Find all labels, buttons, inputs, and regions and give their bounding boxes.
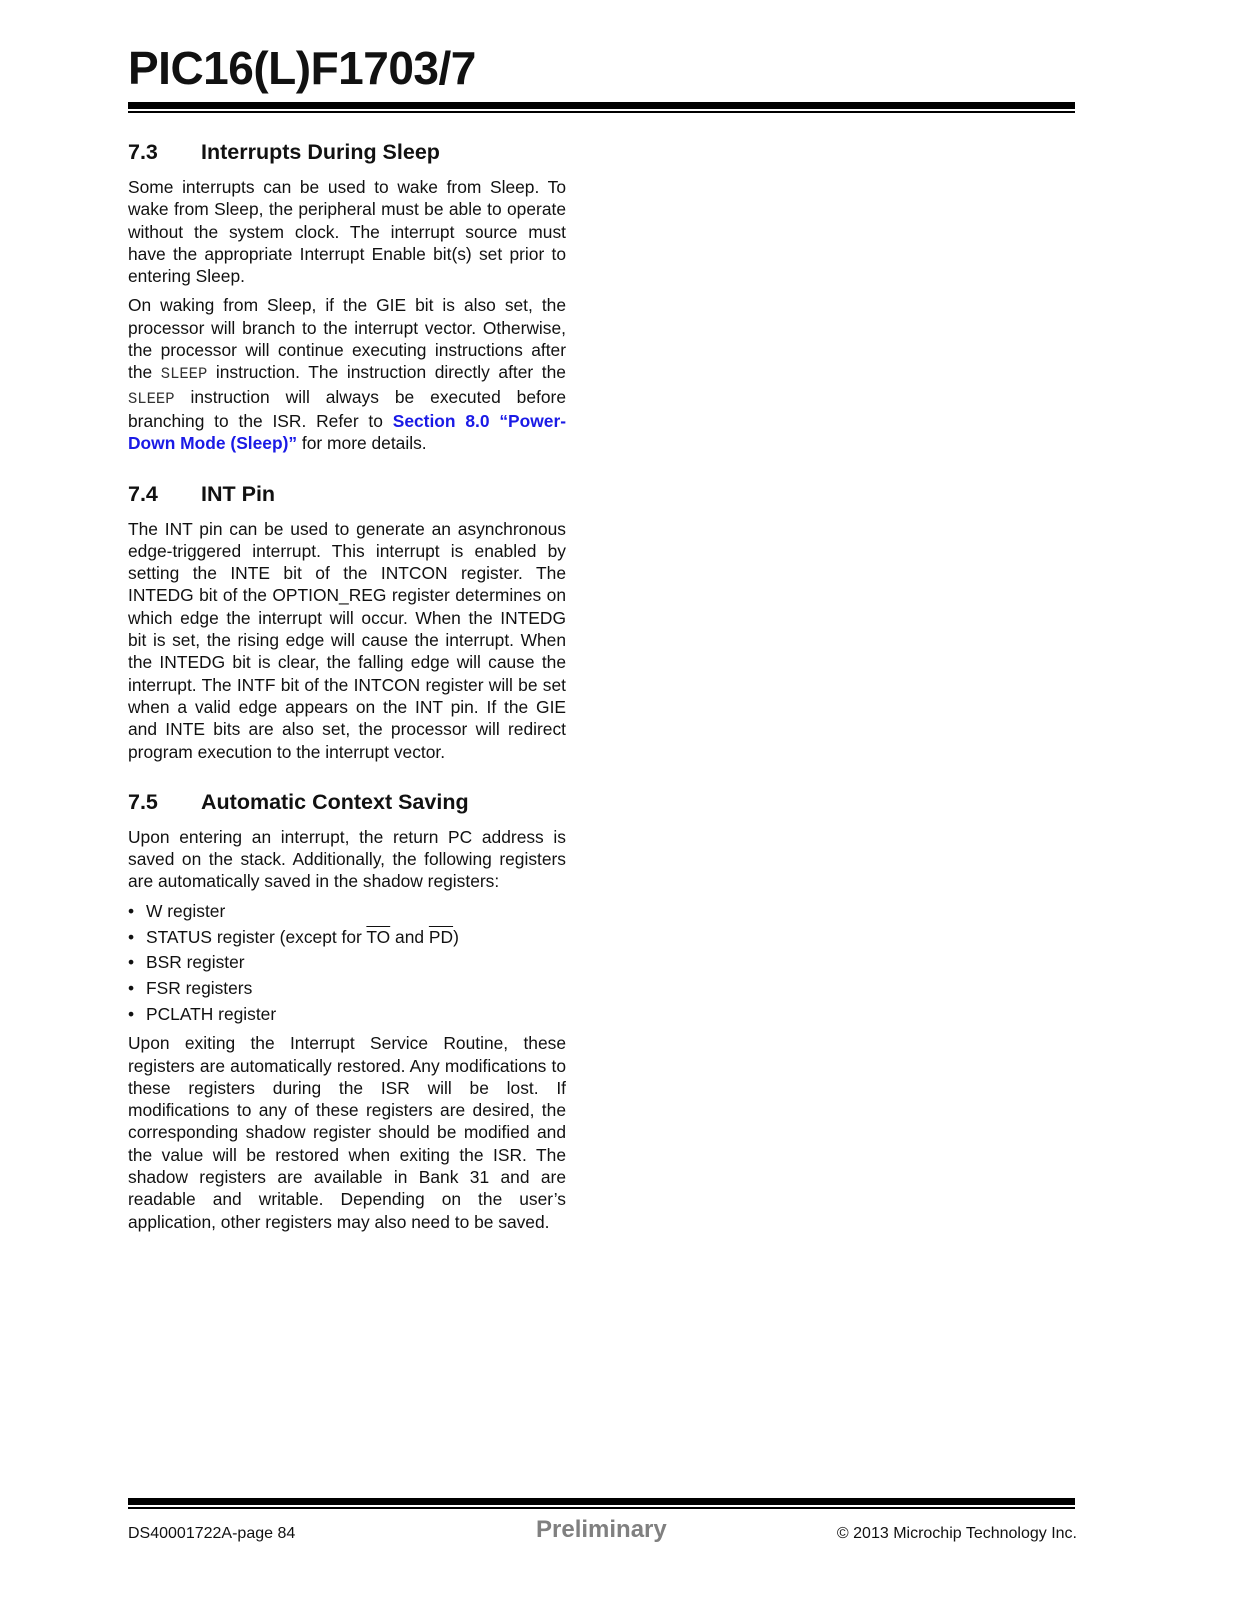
list-item [128, 977, 566, 999]
bullet-icon: • [128, 978, 135, 999]
section-7-3-heading [128, 138, 566, 166]
main-column [128, 138, 566, 1240]
list-item-text: W register [146, 900, 226, 921]
code-sleep: SLEEP [160, 365, 208, 384]
section-7-5-paragraph-2: Upon exiting the Interrupt Service Routine, these registers are automatically restored. Any modifications to these registers during the ISR will be lost. If modifications to any of these registers are desired, the corresponding shadow register should be modified and the value will be restored when exiting the ISR. The shadow registers are available in Bank 31 and are readable and writable. Depending on the user’s application, other registers may also need to be saved. [128, 1033, 566, 1232]
footer-rule-thin [128, 1507, 1075, 1509]
list-item [128, 900, 566, 922]
text-run: and [390, 926, 429, 947]
section-spacer [128, 462, 566, 480]
text-run: for more details. [297, 433, 427, 454]
section-7-4-paragraph-1: The INT pin can be used to generate an asynchronous edge-triggered interrupt. This interrupt is enabled by setting the INTE bit of the INTCON register. The INTEDG bit of the OPTION_REG register determines on which edge the interrupt will occur. When the INTEDG bit is set, the rising edge will cause the interrupt. When the INTEDG bit is clear, the falling edge will cause the interrupt. The INTF bit of the INTCON register will be set when a valid edge appears on the INT pin. If the GIE and INTE bits are also set, the processor will redirect program execution to the interrupt vector. [128, 518, 566, 762]
section-spacer [128, 770, 566, 788]
bullet-icon: • [128, 1003, 135, 1024]
section-title: INT Pin [201, 481, 276, 506]
list-item-text: BSR register [146, 952, 245, 973]
text-run: STATUS register (except for [146, 926, 367, 947]
list-item-text: FSR registers [146, 978, 253, 999]
to-bit: $\overline{TO}$ [366, 926, 391, 947]
list-item-text: PCLATH register [146, 1003, 277, 1024]
list-item [128, 951, 566, 973]
section-7-5-paragraph-1: Upon entering an interrupt, the return PC address is saved on the stack. Additionally, the following registers are automatically saved in the shadow registers: [128, 826, 566, 892]
bullet-icon: • [128, 900, 135, 921]
bullet-icon: • [128, 926, 135, 947]
section-7-3-paragraph-1: Some interrupts can be used to wake from Sleep. To wake from Sleep, the peripheral must be able to operate without the system clock. The interrupt source must have the appropriate Interrupt Enable bit(s) set prior to entering Sleep. [128, 177, 566, 287]
list-item [128, 1003, 566, 1025]
section-7-5-heading [128, 788, 566, 816]
header-rule-thin [128, 111, 1075, 113]
list-item-text [146, 926, 459, 948]
section-7-4-heading [128, 480, 566, 508]
section-8-link[interactable]: Section 8.0 “Power-Down Mode (Sleep)” [128, 410, 567, 454]
bullet-icon: • [128, 952, 135, 973]
section-number: 7.4 [128, 481, 158, 506]
list-item [128, 926, 566, 948]
footer-status: Preliminary [536, 1516, 667, 1543]
section-number: 7.5 [128, 789, 158, 814]
section-title: Automatic Context Saving [201, 789, 469, 814]
footer-doc-number: DS40001722A-page 84 [128, 1525, 296, 1542]
footer-copyright: © 2013 Microchip Technology Inc. [836, 1525, 1077, 1542]
section-title: Interrupts During Sleep [201, 140, 440, 164]
pd-bit: $\overline{PD}$ [428, 926, 454, 947]
footer-rule-thick [128, 1498, 1075, 1505]
header-rule-thick [128, 102, 1075, 109]
text-run: On waking from Sleep, if the GIE bit is also set, the processor will branch to the interrupt vector. Otherwise, the processor will continue executing instructions after the [128, 295, 566, 383]
saved-registers-list [128, 900, 566, 1025]
section-7-3-paragraph-2 [128, 294, 566, 454]
text-run: ) [453, 926, 459, 947]
document-title: PIC16(L)F1703/7 [128, 42, 476, 94]
code-sleep: SLEEP [128, 389, 175, 408]
text-run: instruction. The instruction directly after the [207, 362, 566, 383]
section-number: 7.3 [128, 140, 158, 164]
text-run: instruction will always be executed before branching to the ISR. Refer to [128, 386, 566, 431]
